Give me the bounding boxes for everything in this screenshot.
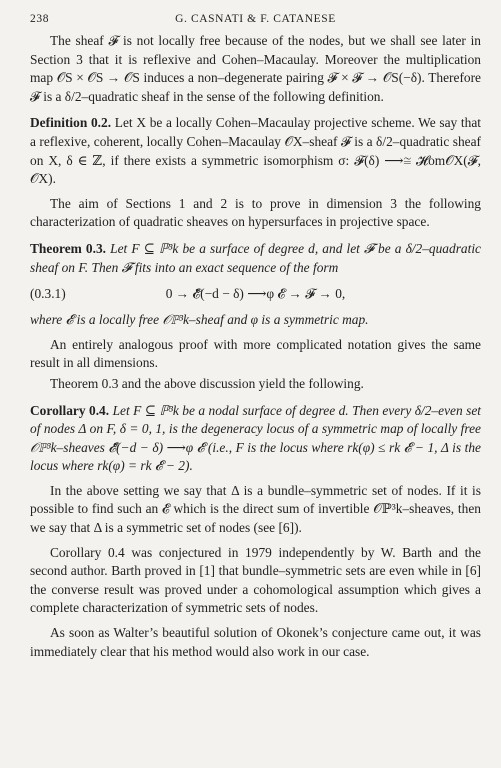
corollary-text: Let F ⊆ ℙ³k be a nodal surface of degree d. Then every δ/2–even set of nodes Δ on F, δ = 0, 1, is the degeneracy locus of a symmetric map of locally free 𝒪ℙ³k–sheaves 𝓔̌(−d − δ) ⟶φ 𝓔 (i.e., F is the locus where rk(φ) ≤ rk 𝓔 − 1, Δ is the locus where rk(φ) = rk 𝓔 − 2). bbox=[30, 402, 481, 474]
theorem-text: Let F ⊆ ℙ³k be a surface of degree d, and let 𝓕 be a δ/2–quadratic sheaf on F. Then 𝓕 fits into an exact sequence of the form bbox=[30, 240, 481, 275]
paragraph-yield: Theorem 0.3 and the above discussion yield the following. bbox=[50, 375, 364, 391]
corollary-label: Corollary 0.4. bbox=[30, 402, 110, 418]
paragraph-analogous: An entirely analogous proof with more complicated notation gives the same result in all dimensions. bbox=[30, 336, 481, 371]
paragraph-history: Corollary 0.4 was conjectured in 1979 independently by W. Barth and the second author. Barth proved in [1] that bundle–symmetric sets are even while in [6] the converse result was proved under a cohomological assumption which gives a complete characterization of symmetric sets of nodes. bbox=[30, 544, 481, 616]
equation-number: (0.3.1) bbox=[30, 286, 66, 302]
paragraph-walter: As soon as Walter’s beautiful solution of Okonek’s conjecture came out, it was immediately clear that his method would also work in our case. bbox=[30, 625, 481, 659]
paragraph-bundle-symmetric: In the above setting we say that Δ is a bundle–symmetric set of nodes. If it is possible to find such an 𝓔 which is the direct sum of invertible 𝒪ℙ³k–sheaves, then we say that Δ is a symmetric set of nodes (see [6]). bbox=[30, 482, 481, 536]
theorem-tail: where 𝓔 is a locally free 𝒪ℙ³k–sheaf and φ is a symmetric map. bbox=[30, 312, 369, 328]
definition-label: Definition 0.2. bbox=[30, 115, 112, 131]
paragraph-aim: The aim of Sections 1 and 2 is to prove in dimension 3 the following characterization of quadratic sheaves on hypersurfaces in projective space. bbox=[30, 195, 481, 230]
equation-body: 0 → 𝓔̌(−d − δ) ⟶φ 𝓔 → 𝓕 → 0, bbox=[165, 286, 346, 302]
page-number: 238 bbox=[30, 13, 50, 25]
display-equation bbox=[30, 281, 481, 307]
running-title: G. CASNATI & F. CATANESE bbox=[175, 13, 336, 25]
page-header bbox=[30, 10, 481, 32]
definition-text: Let X be a locally Cohen–Macaulay projective scheme. We say that a reflexive, coherent, locally Cohen–Macaulay 𝒪X–sheaf 𝓕 is a δ/2–quadratic sheaf on X, δ ∈ ℤ, if there exists a symmetric isomorphism σ: 𝓕(δ) ⟶≅ 𝓗om𝒪X(𝓕, 𝒪X). bbox=[30, 115, 481, 187]
definition-0-2 bbox=[30, 114, 481, 188]
corollary-0-4 bbox=[30, 402, 481, 476]
paragraph-sheaf-not-free: The sheaf 𝓕 is not locally free because of the nodes, but we shall see later in Section 3 that it is reflexive and Cohen–Macaulay. Moreover the multiplication map 𝒪S × 𝒪S → 𝒪S induces a non–degenerate pairing 𝓕 × 𝓕 → 𝒪S(−δ). Therefore 𝓕 is a δ/2–quadratic sheaf in the sense of the following definition. bbox=[30, 33, 481, 104]
theorem-label: Theorem 0.3. bbox=[30, 240, 107, 256]
theorem-0-3 bbox=[30, 240, 481, 277]
